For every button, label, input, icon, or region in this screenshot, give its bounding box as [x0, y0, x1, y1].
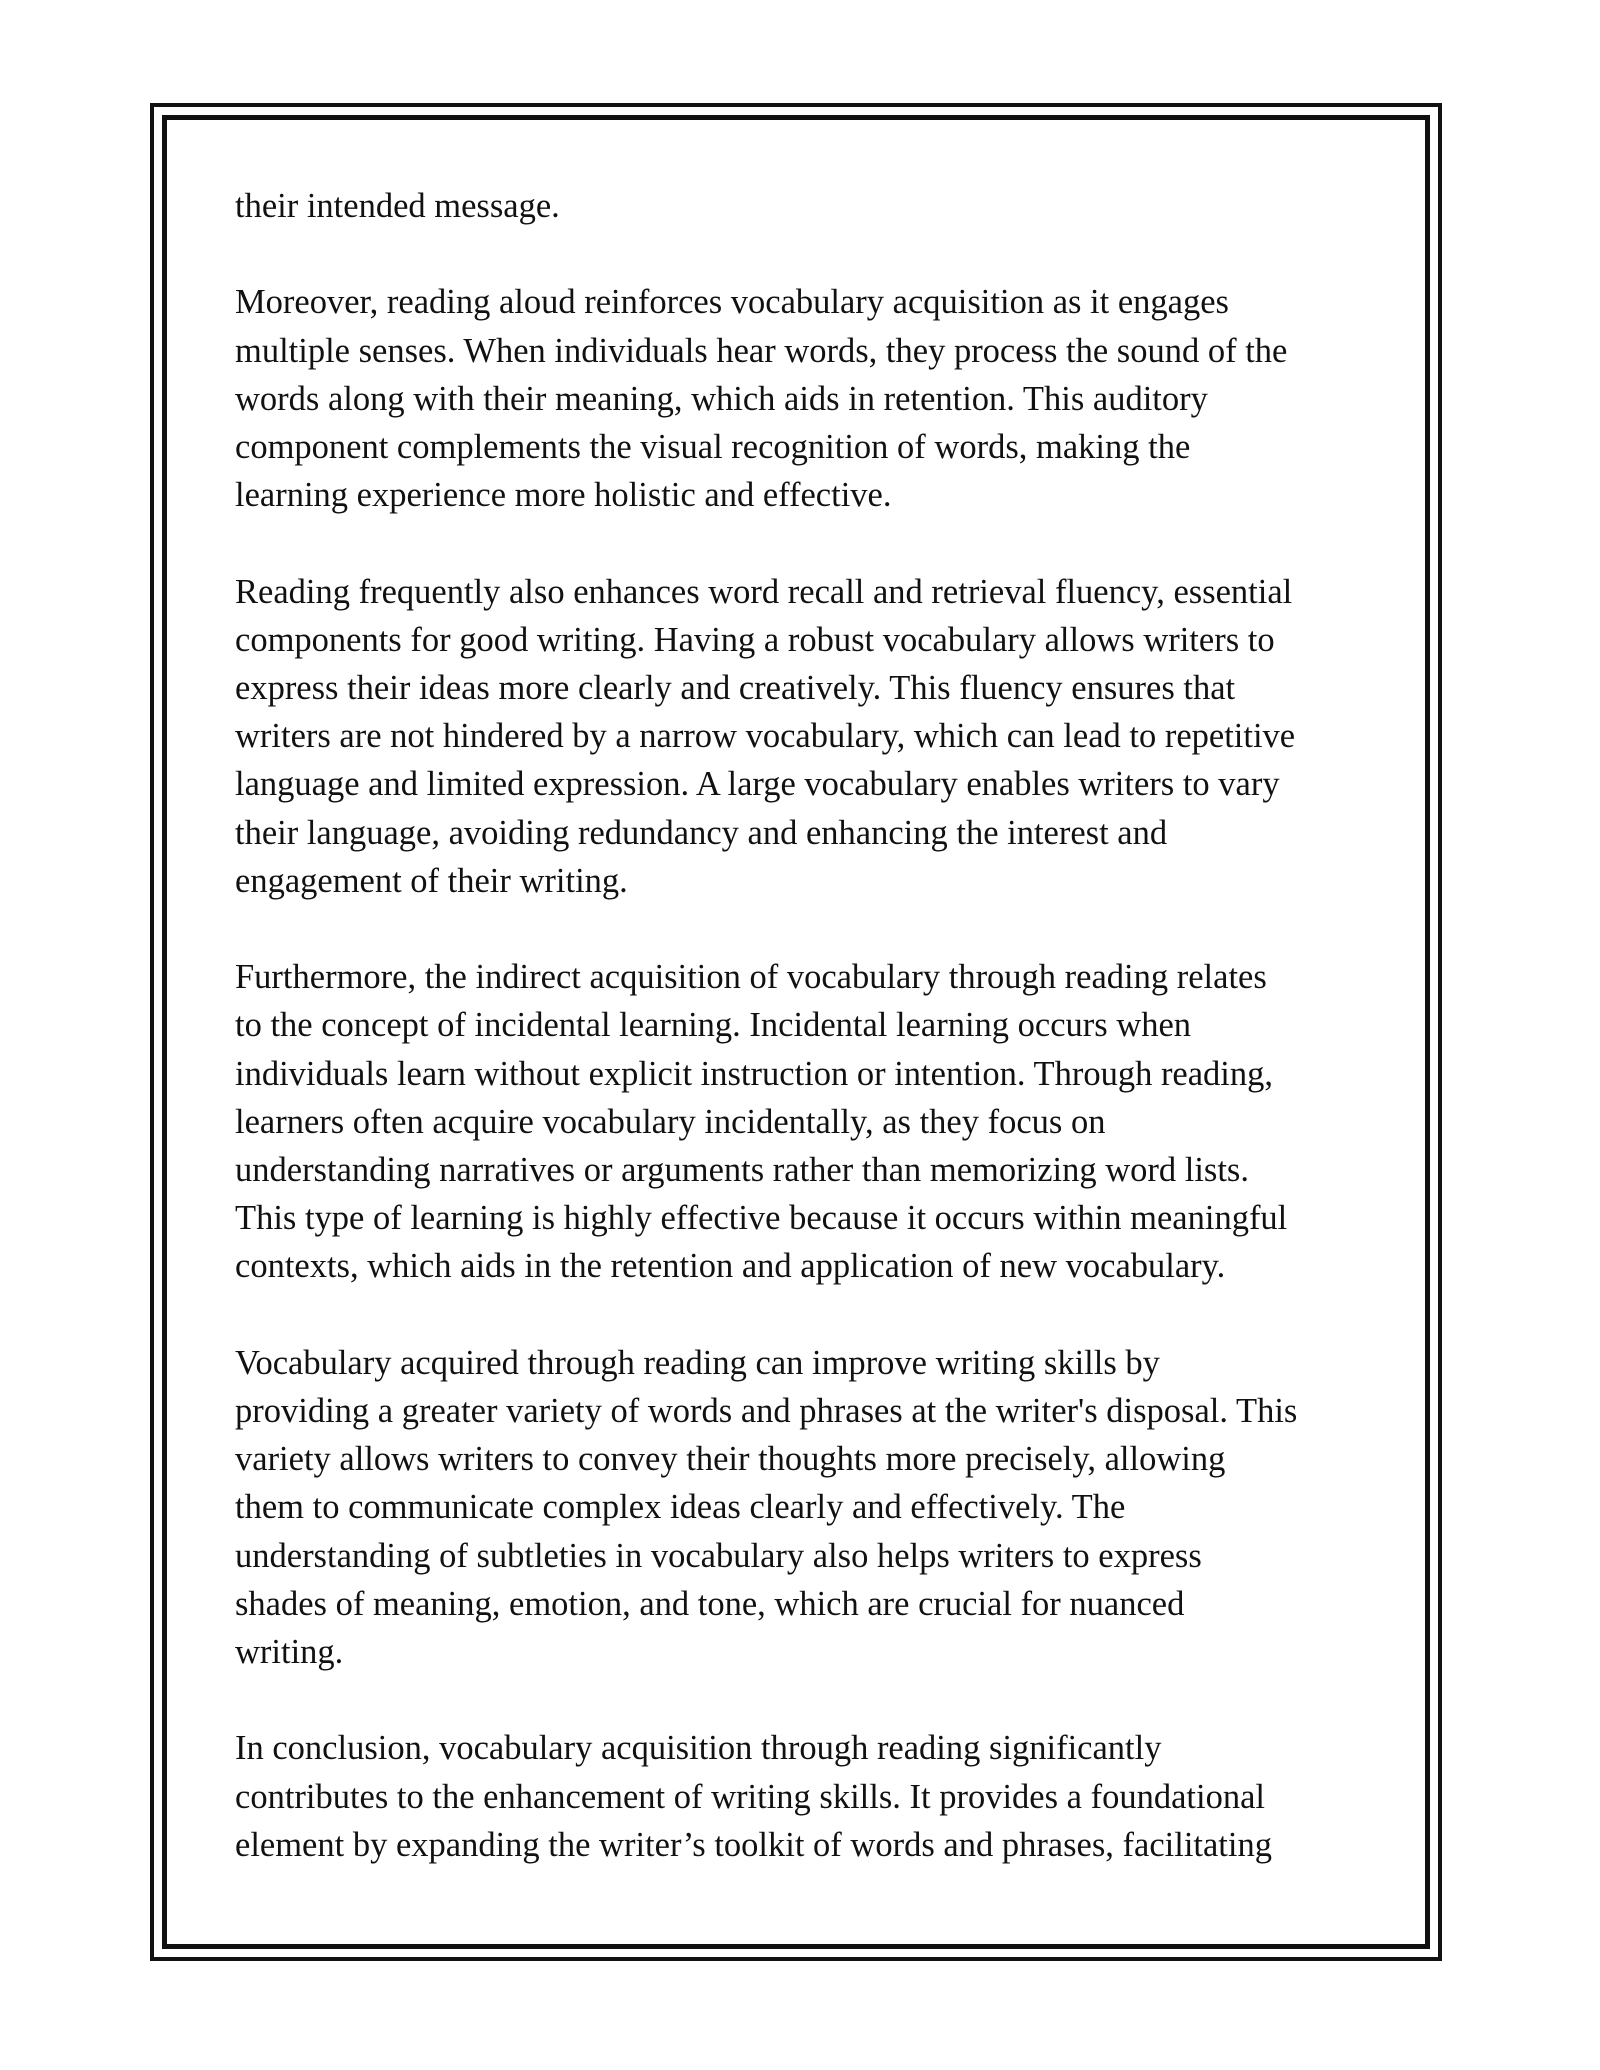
text-line: contexts, which aids in the retention and application of new vocabulary. [235, 1247, 1226, 1286]
text-line: words along with their meaning, which aids in retention. This auditory [235, 379, 1208, 418]
text-line: shades of meaning, emotion, and tone, which are crucial for nuanced [235, 1584, 1185, 1623]
text-line: understanding narratives or arguments rather than memorizing word lists. [235, 1151, 1249, 1190]
text-line: express their ideas more clearly and creatively. This fluency ensures that [235, 669, 1236, 707]
paragraph-3 [235, 568, 1385, 905]
text-line: engagement of their writing. [235, 861, 628, 900]
paragraph-2 [235, 278, 1385, 519]
text-line: individuals learn without explicit instruction or intention. Through reading, [235, 1054, 1274, 1093]
text-line: to the concept of incidental learning. Incidental learning occurs when [235, 1006, 1192, 1045]
text-line: contributes to the enhancement of writing skills. It provides a foundational [235, 1777, 1265, 1816]
text-line: variety allows writers to convey their thoughts more precisely, allowing [235, 1440, 1226, 1479]
document-body [235, 182, 1385, 1917]
paragraph-6 [235, 1724, 1385, 1869]
text-line: understanding of subtleties in vocabulary also helps writers to express [235, 1536, 1202, 1575]
text-line: element by expanding the writer’s toolkit of words and phrases, facilitating [235, 1825, 1272, 1864]
text-line: This type of learning is highly effective because it occurs within meaningful [235, 1199, 1288, 1238]
text-line: Reading frequently also enhances word recall and retrieval fluency, essential [235, 572, 1293, 611]
text-line: components for good writing. Having a robust vocabulary allows writers to [235, 620, 1275, 659]
text-line: learning experience more holistic and effective. [235, 476, 892, 515]
text-line: In conclusion, vocabulary acquisition through reading significantly [235, 1729, 1162, 1768]
text-line: Furthermore, the indirect acquisition of vocabulary through reading relates [235, 958, 1267, 997]
text-line: providing a greater variety of words and phrases at the writer's disposal. This [235, 1392, 1298, 1431]
text-line: their intended message. [235, 187, 560, 225]
paragraph-1 [235, 182, 1385, 230]
text-line: their language, avoiding redundancy and enhancing the interest and [235, 813, 1168, 852]
text-line: writers are not hindered by a narrow vocabulary, which can lead to repetitive [235, 717, 1296, 756]
text-line: multiple senses. When individuals hear words, they process the sound of the [235, 331, 1288, 370]
text-line: writing. [235, 1633, 344, 1672]
text-line: Moreover, reading aloud reinforces vocabulary acquisition as it engages [235, 283, 1229, 322]
text-line: them to communicate complex ideas clearly and effectively. The [235, 1488, 1126, 1527]
text-line: Vocabulary acquired through reading can improve writing skills by [235, 1343, 1160, 1382]
paragraph-5 [235, 1339, 1385, 1676]
text-line: component complements the visual recognition of words, making the [235, 428, 1191, 466]
text-line: language and limited expression. A large vocabulary enables writers to vary [235, 765, 1280, 804]
text-line: learners often acquire vocabulary incidentally, as they focus on [235, 1102, 1106, 1141]
paragraph-4 [235, 953, 1385, 1290]
